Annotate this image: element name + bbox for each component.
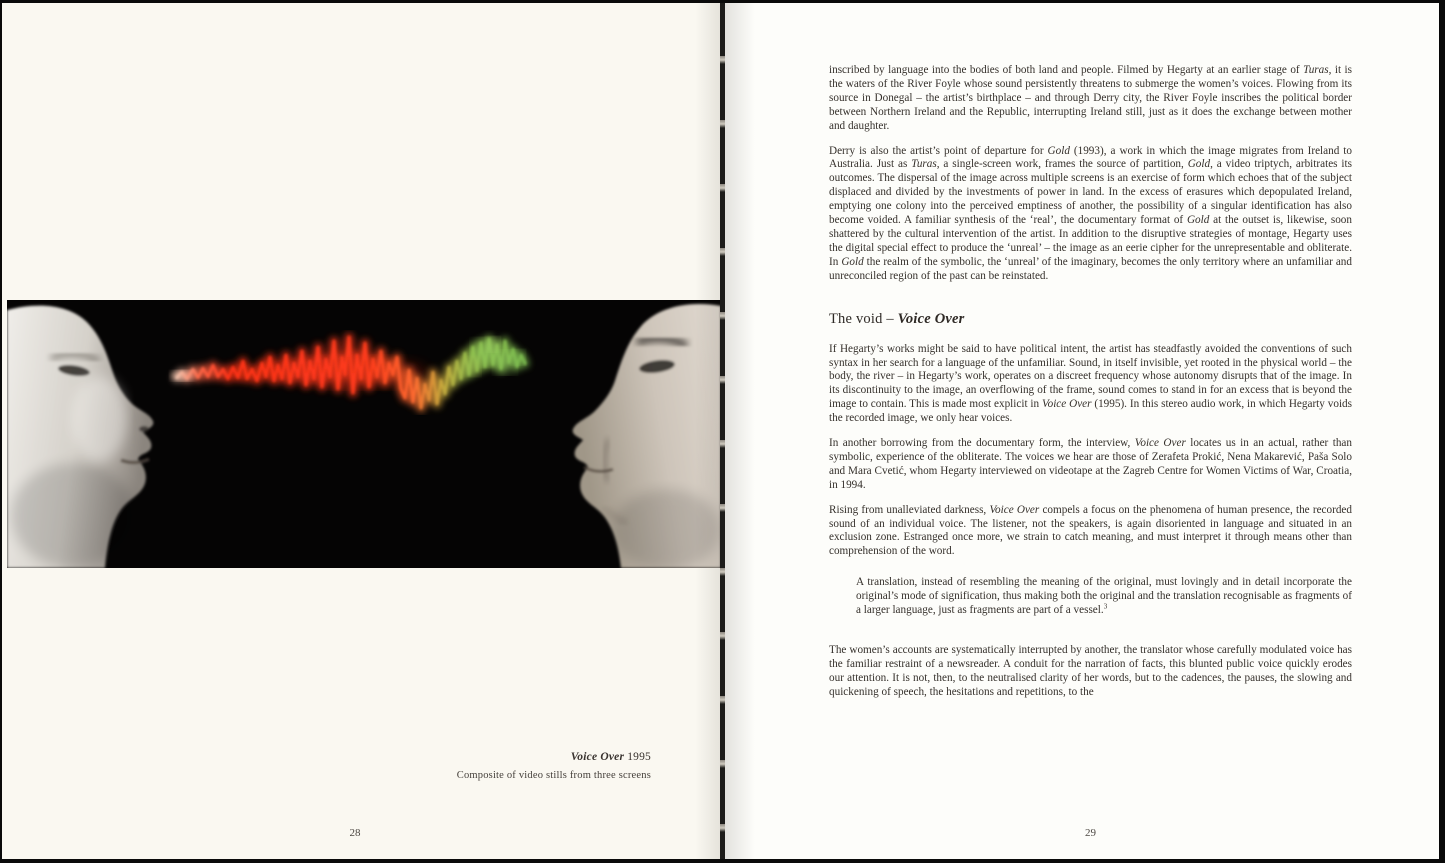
- scan-edge-right: [1440, 0, 1445, 863]
- figure-caption: [457, 751, 651, 781]
- artwork-title: Voice Over: [570, 751, 625, 763]
- right-page: [725, 3, 1439, 859]
- figure-caption-description: Composite of video stills from three screens: [456, 770, 651, 781]
- left-page: [2, 3, 721, 859]
- voice-over-artwork-figure: [7, 300, 721, 568]
- section-heading: The void – Voice Over: [829, 310, 965, 327]
- body-text-column: [829, 64, 1352, 711]
- body-paragraph: inscribed by language into the bodies of both land and people. Filmed by Hegarty at an earlier stage of Turas, it is the waters of the River Foyle whose sound persistently threatens to submerge the women’s voices. Flowing from its source in Donegal – the artist’s birthplace – and through Derry city, the River Foyle inscribes the political border between Northern Ireland and the Republic, interrupting Ireland still, just as it does the exchange between mother and daughter.: [829, 64, 1352, 132]
- scan-edge-top: [0, 0, 1445, 3]
- figure-caption-title: [457, 751, 651, 763]
- scan-edge-bottom: [0, 859, 1445, 863]
- body-paragraph: If Hegarty’s works might be said to have political intent, the artist has steadfastly avoided the conventions of such syntax in her search for a language of the unfamiliar. Sound, in itself invisible, yet rooted in the physical world – the body, the river – in Hegarty’s work, operates on a discreet frequency whose autonomy disrupts that of the image. In its discontinuity to the image, an overflowing of the frame, sound comes to stand in for an excess that is beyond the image to contain. This is made most explicit in Voice Over (1995). In this stereo audio work, in which Hegarty voids the recorded image, we only hear voices.: [829, 342, 1352, 425]
- voice-over-artwork-image: [7, 300, 721, 568]
- scan-edge-left: [0, 0, 2, 863]
- page-number-left: 28: [349, 827, 361, 839]
- body-paragraph: In another borrowing from the documentary form, the interview, Voice Over locates us in an actual, rather than symbolic, experience of the obliterate. The voices we hear are those of Zerafeta Prokić, Nena Makarević, Paša Solo and Mara Cvetić, whom Hegarty interviewed on videotape at the Zagreb Centre for Women Victims of War, Croatia, in 1994.: [829, 437, 1352, 491]
- artwork-year: 1995: [624, 751, 651, 763]
- body-paragraph: Rising from unalleviated darkness, Voice Over compels a focus on the phenomena of human presence, the recorded sound of an individual voice. The listener, not the speakers, is again disoriented in language and situated in an exclusion zone. Estranged once more, we strain to catch meaning, and must interpret it through means other than comprehension of the word.: [829, 503, 1352, 558]
- block-quote: A translation, instead of resembling the meaning of the original, must lovingly and in detail incorporate the original’s mode of signification, thus making both the original and the translation recognisable as fragments of a larger language, just as fragments are part of a vessel.$^3$: [856, 576, 1352, 617]
- page-number-right: 29: [1085, 827, 1096, 839]
- body-paragraph: Derry is also the artist’s point of departure for Gold (1993), a work in which the image migrates from Ireland to Australia. Just as Turas, a single-screen work, frames the source of partition, Gold, a video triptych, arbitrates its outcomes. The dispersal of the image across multiple screens is an exercise of form which echoes that of the subject displaced and divided by the investments of power in land. In the excess of erasures which depopulated Ireland, emptying one colony into the perceived emptiness of another, the possibility of a singular identification has also become voided. A familiar synthesis of the ‘real’, the documentary format of Gold at the outset is, likewise, soon shattered by the cultural intervention of the artist. In addition to the disruptive strategies of montage, Hegarty uses the digital special effect to produce the ‘unreal’ – the image as an eerie cipher for the unrepresentable and obliterate. In Gold the realm of the symbolic, the ‘unreal’ of the imaginary, becomes the only territory where an unfamiliar and unreconciled region of the past can be reinstated.: [829, 144, 1353, 282]
- body-paragraph: The women’s accounts are systematically interrupted by another, the translator whose carefully modulated voice has the familiar restraint of a newsreader. A conduit for the narration of facts, this blunted public voice quickly erodes our attention. It is not, then, to the neutralised clarity of her words, but to the cadences, the pauses, the slowing and quickening of speech, the hesitations and repetitions, to the: [829, 644, 1352, 698]
